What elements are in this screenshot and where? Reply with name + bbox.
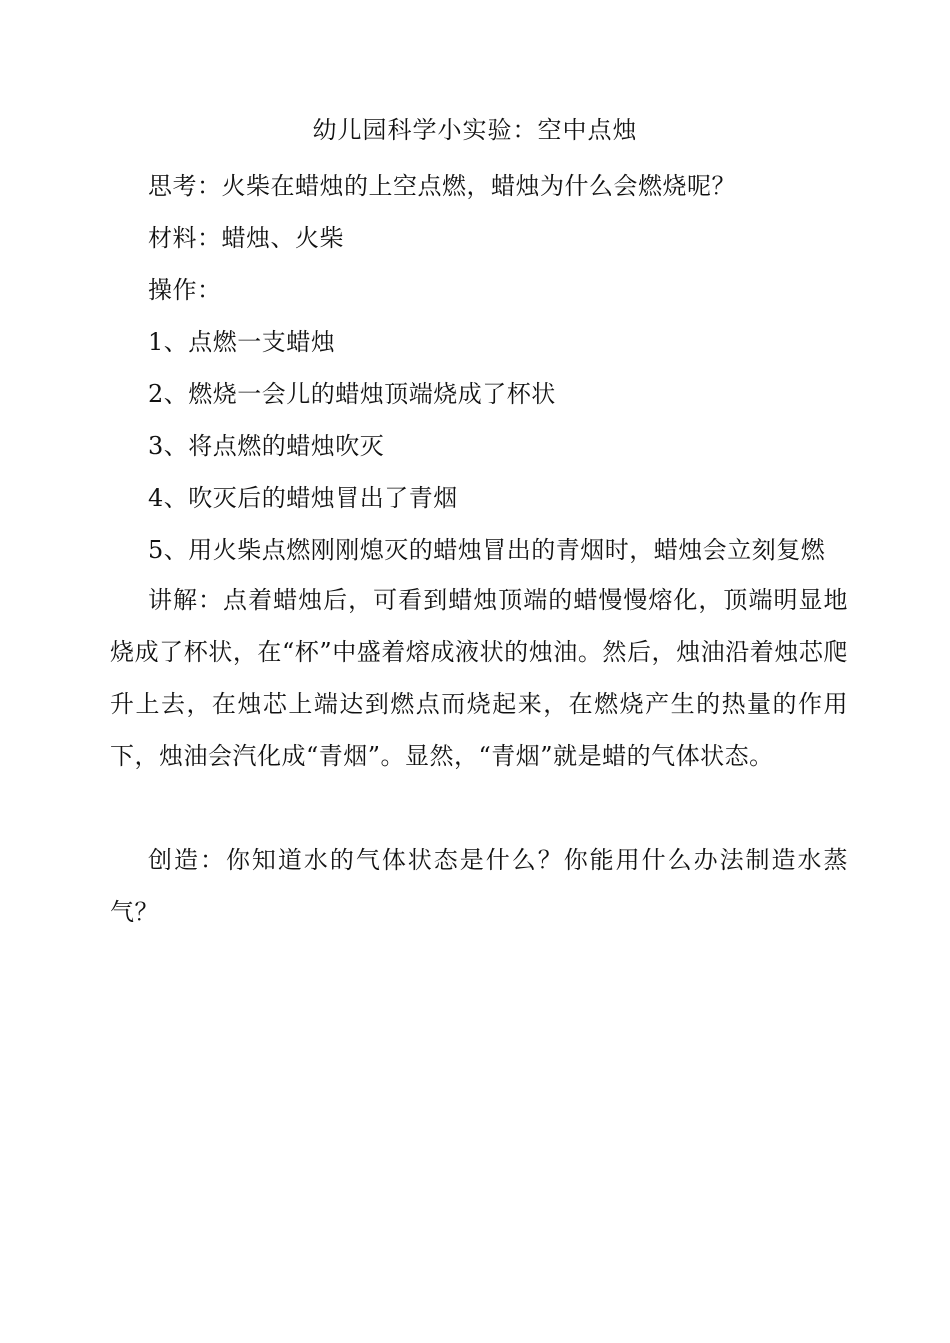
step-item: 1、点燃一支蜡烛 [148, 328, 336, 356]
step-item: 4、吹灭后的蜡烛冒出了青烟 [148, 484, 458, 512]
step-item: 5、用火柴点燃刚刚熄灭的蜡烛冒出的青烟时，蜡烛会立刻复燃 [148, 536, 826, 564]
creation-paragraph: 创造：你知道水的气体状态是什么？你能用什么办法制造水蒸气？ [110, 846, 848, 926]
step-item: 2、燃烧一会儿的蜡烛顶端烧成了杯状 [148, 380, 556, 408]
materials-line: 材料：蜡烛、火柴 [148, 224, 344, 252]
question-line: 思考：火柴在蜡烛的上空点燃，蜡烛为什么会燃烧呢？ [148, 172, 736, 200]
operation-heading: 操作： [148, 276, 222, 304]
page-title: 幼儿园科学小实验：空中点烛 [312, 116, 638, 144]
step-item: 3、将点燃的蜡烛吹灭 [148, 432, 385, 460]
explanation-paragraph: 讲解：点着蜡烛后，可看到蜡烛顶端的蜡慢慢熔化，顶端明显地烧成了杯状，在“杯”中盛着熔成液状的烛油。然后，烛油沿着烛芯爬升上去，在烛芯上端达到燃点而烧起来，在燃烧产生的热量的作用下，烛油会汽化成“青烟”。显然，“青烟”就是蜡的气体状态。 [110, 586, 848, 770]
